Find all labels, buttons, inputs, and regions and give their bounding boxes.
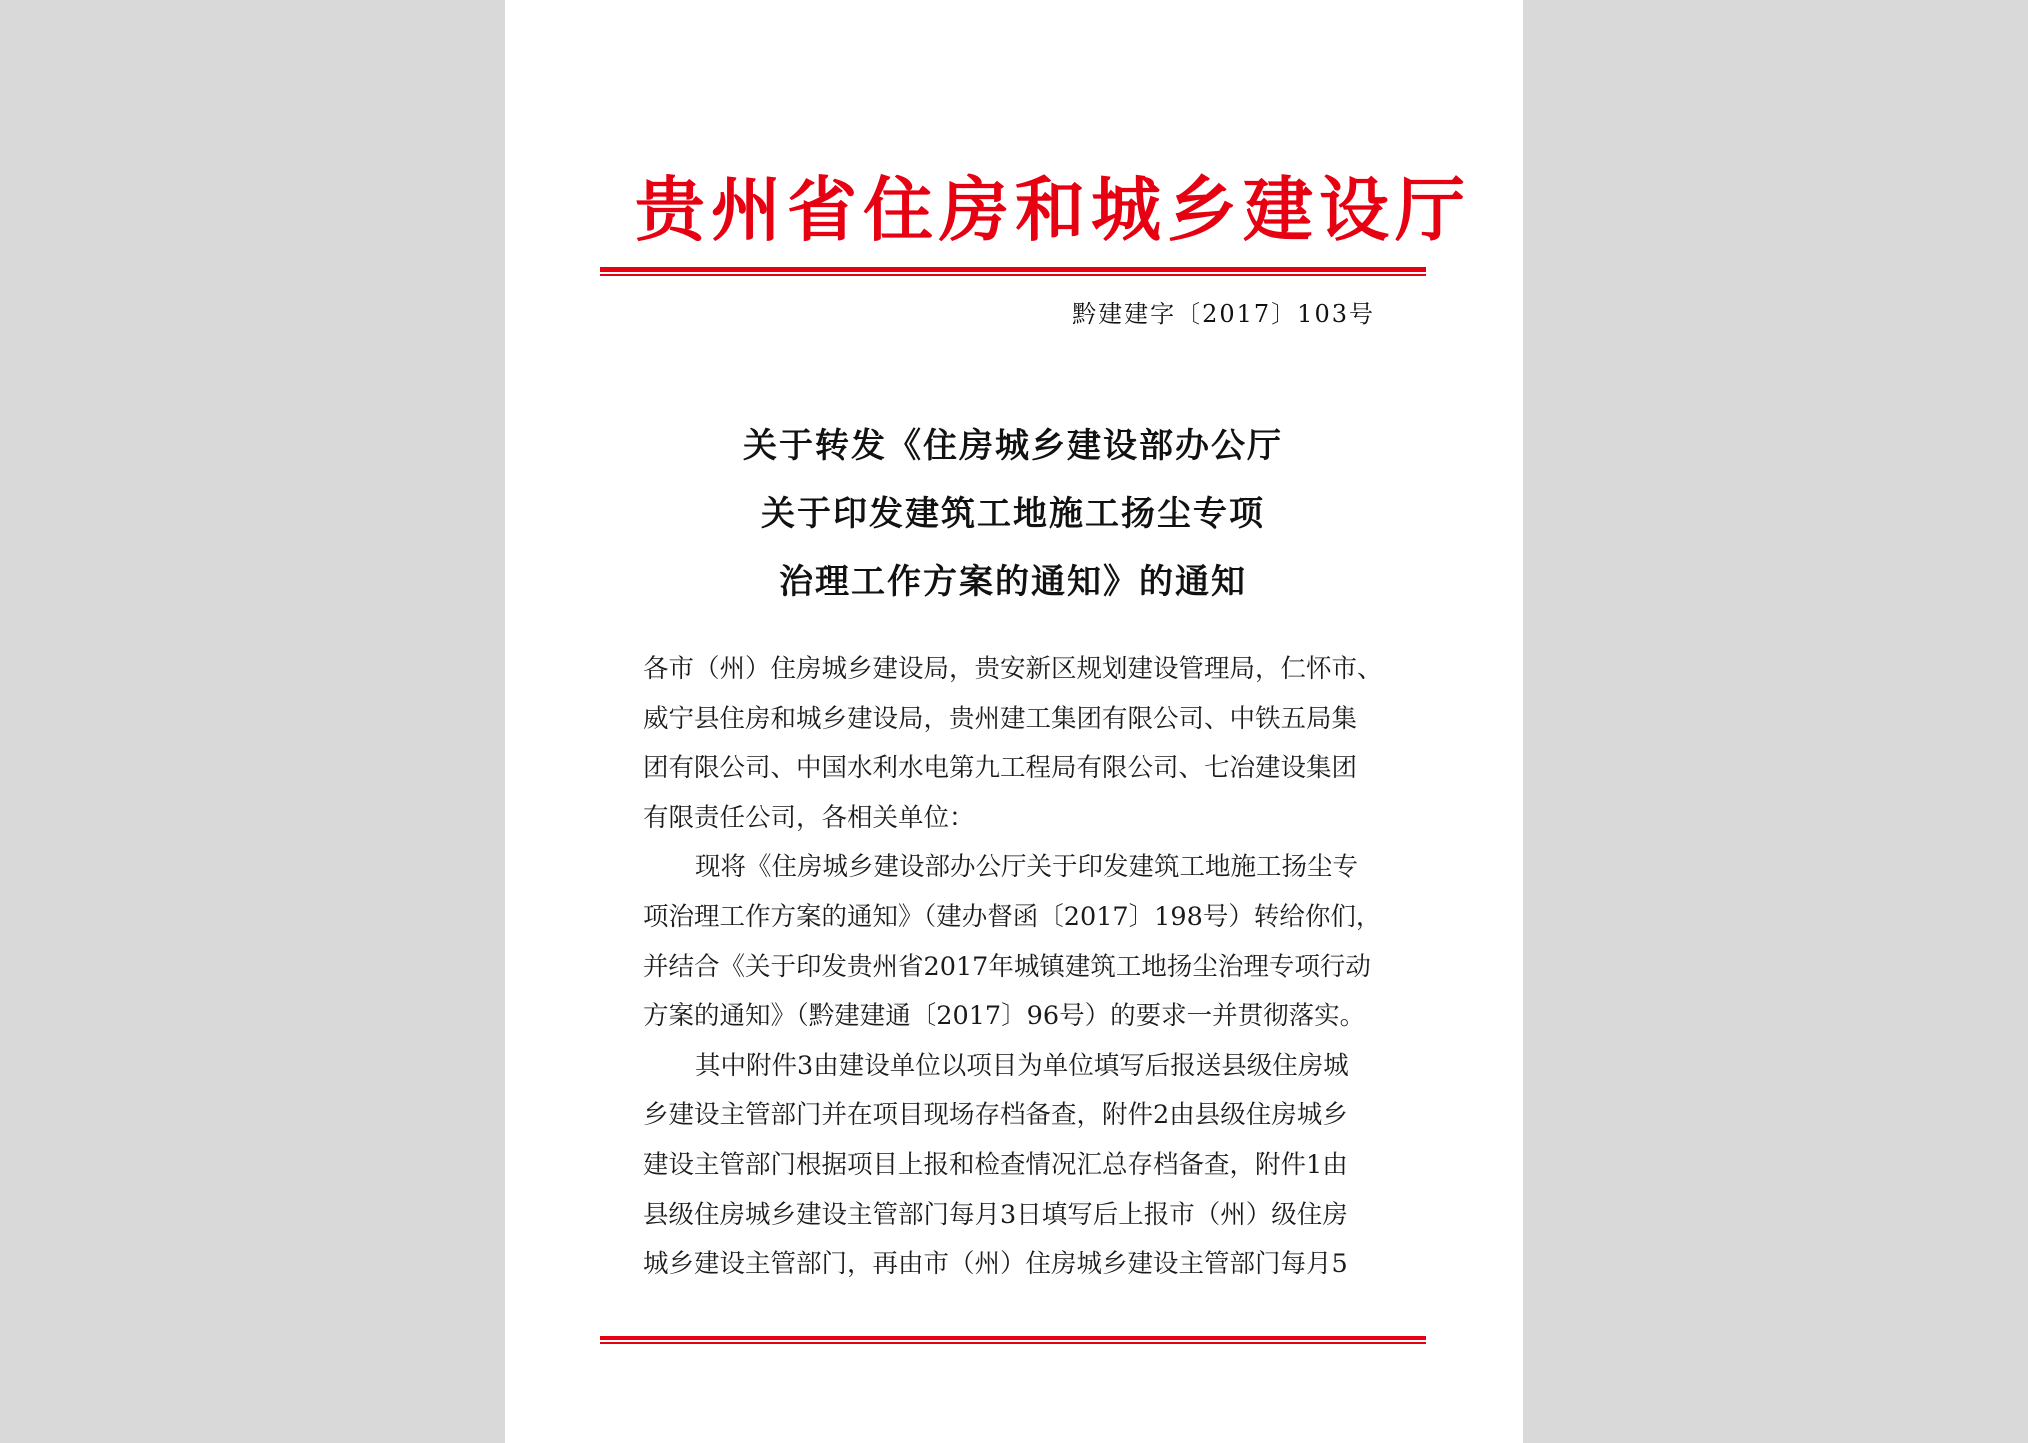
body-line: 有限责任公司，各相关单位： bbox=[643, 802, 975, 833]
body-line: 并结合《关于印发贵州省2017年城镇建筑工地扬尘治理专项行动 bbox=[643, 951, 1371, 982]
body-line: 其中附件3由建设单位以项目为单位填写后报送县级住房城 bbox=[695, 1050, 1349, 1081]
issuer-masthead: 贵州省住房和城乡建设厅 bbox=[635, 168, 1471, 251]
body-line: 城乡建设主管部门，再由市（州）住房城乡建设主管部门每月5 bbox=[643, 1249, 1348, 1280]
document-title bbox=[600, 412, 1426, 616]
title-line: 关于印发建筑工地施工扬尘专项 bbox=[761, 494, 1265, 534]
body-line: 威宁县住房和城乡建设局，贵州建工集团有限公司、中铁五局集 bbox=[643, 703, 1358, 734]
document-body bbox=[643, 645, 1403, 1290]
title-line: 治理工作方案的通知》的通知 bbox=[779, 562, 1247, 602]
body-line: 团有限公司、中国水利水电第九工程局有限公司、七冶建设集团 bbox=[643, 753, 1358, 784]
body-line: 项治理工作方案的通知》（建办督函〔2017〕198号）转给你们， bbox=[643, 901, 1382, 932]
masthead-rule-thin bbox=[600, 274, 1426, 276]
body-line: 建设主管部门根据项目上报和检查情况汇总存档备查，附件1由 bbox=[643, 1149, 1348, 1180]
body-line: 各市（州）住房城乡建设局，贵安新区规划建设管理局，仁怀市、 bbox=[643, 654, 1383, 684]
document-page bbox=[505, 0, 1523, 1443]
document-number: 黔建建字〔2017〕103号 bbox=[1072, 300, 1375, 328]
title-line: 关于转发《住房城乡建设部办公厅 bbox=[743, 426, 1283, 466]
body-line: 方案的通知》（黔建建通〔2017〕96号）的要求一并贯彻落实。 bbox=[643, 1001, 1366, 1032]
masthead-rule-thick bbox=[600, 267, 1426, 272]
footer-rule-thin bbox=[600, 1342, 1426, 1344]
body-line: 县级住房城乡建设主管部门每月3日填写后上报市（州）级住房 bbox=[643, 1199, 1348, 1230]
body-line: 乡建设主管部门并在项目现场存档备查，附件2由县级住房城乡 bbox=[643, 1100, 1348, 1131]
footer-rule-thick bbox=[600, 1336, 1426, 1340]
body-line: 现将《住房城乡建设部办公厅关于印发建筑工地施工扬尘专 bbox=[695, 852, 1359, 883]
